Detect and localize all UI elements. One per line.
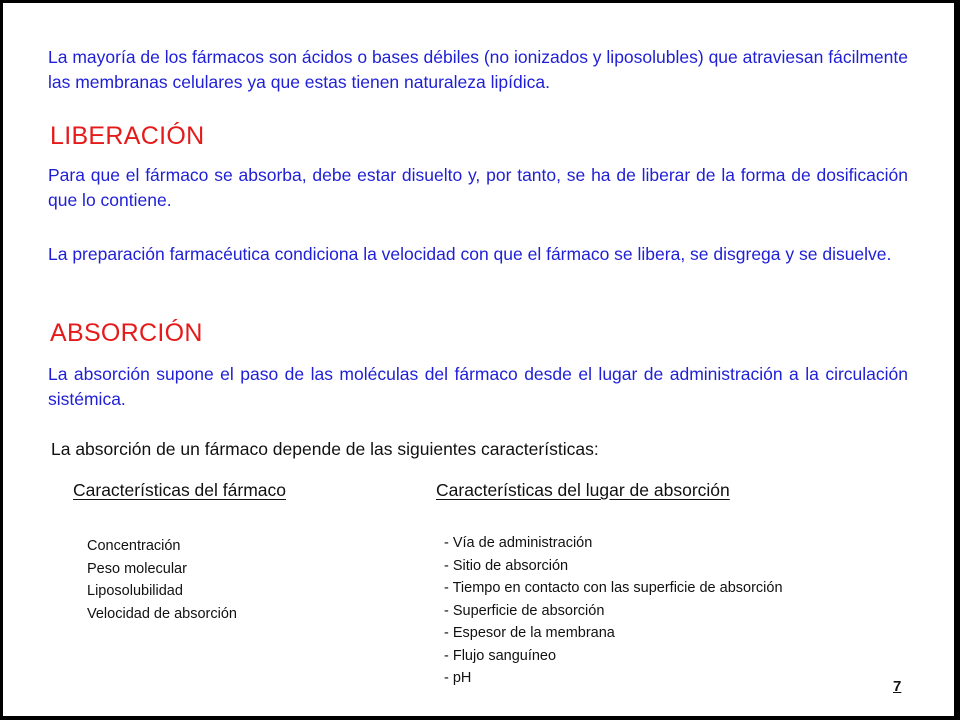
absorcion-heading: ABSORCIÓN bbox=[50, 319, 203, 347]
list-item: - pH bbox=[444, 670, 472, 686]
farmaco-column-heading: Características del fármaco bbox=[73, 480, 286, 500]
absorcion-lead-text: La absorción de un fármaco depende de las siguientes características: bbox=[51, 439, 599, 459]
list-item: Liposolubilidad bbox=[87, 583, 183, 599]
list-item: - Vía de administración bbox=[444, 535, 593, 551]
liberacion-paragraph-2: La preparación farmacéutica condiciona la velocidad con que el fármaco se libera, se disgrega y se disuelve. bbox=[48, 244, 892, 264]
list-item: Velocidad de absorción bbox=[87, 605, 237, 622]
list-item: - Espesor de la membrana bbox=[444, 625, 615, 641]
liberacion-paragraph-1: Para que el fármaco se absorba, debe estar disuelto y, por tanto, se ha de liberar de la forma de dosificación que lo contiene. bbox=[48, 165, 908, 210]
list-item: - Tiempo en contacto con las superficie de absorción bbox=[444, 580, 783, 596]
list-item: Concentración bbox=[87, 538, 181, 554]
intro-paragraph: La mayoría de los fármacos son ácidos o bases débiles (no ionizados y liposolubles) que atraviesan fácilmente las membranas celulares ya que estas tienen naturaleza lipídica. bbox=[48, 47, 908, 92]
list-item: Peso molecular bbox=[87, 560, 187, 577]
farmaco-list bbox=[87, 535, 237, 625]
liberacion-heading: LIBERACIÓN bbox=[50, 122, 205, 150]
page-number: 7 bbox=[893, 678, 902, 695]
list-item: - Superficie de absorción bbox=[444, 602, 605, 619]
lugar-column-heading: Características del lugar de absorción bbox=[436, 480, 730, 500]
list-item: - Sitio de absorción bbox=[444, 557, 569, 574]
lugar-list bbox=[444, 532, 783, 690]
absorcion-paragraph: La absorción supone el paso de las moléculas del fármaco desde el lugar de administración a la circulación sistémica. bbox=[48, 364, 908, 409]
list-item: - Flujo sanguíneo bbox=[444, 647, 557, 664]
